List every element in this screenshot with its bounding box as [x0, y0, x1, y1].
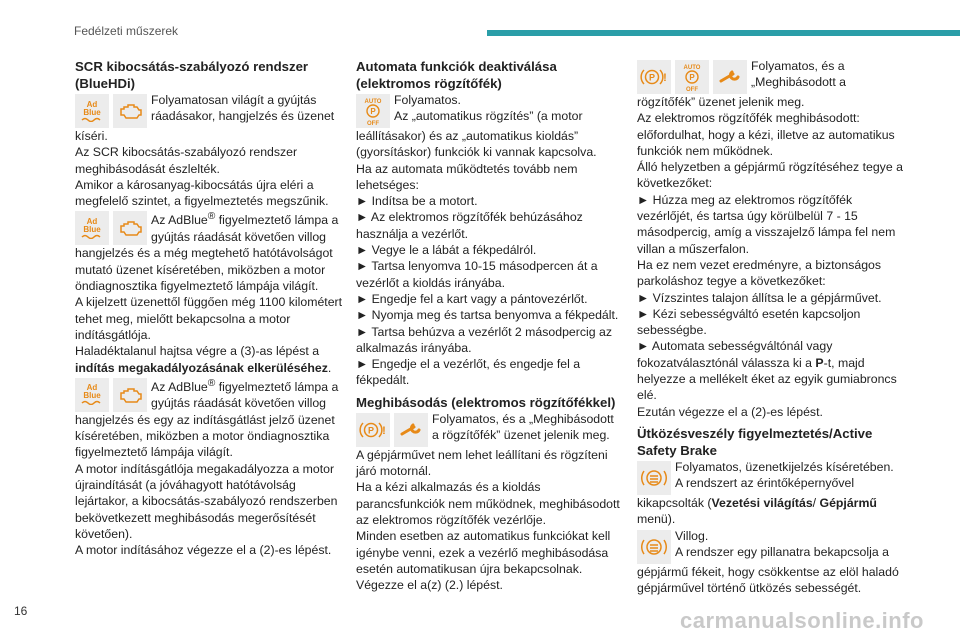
svg-text:P: P	[370, 107, 376, 116]
warning-block-asb-off: Folyamatos, üzenetkijelzés kíséretében. A rendszert az érintőképernyővel	[637, 459, 905, 495]
svg-text:P: P	[648, 72, 656, 83]
warning-block-auto-off: AUTO P OFF Folyamatos. Az „automatikus rögzítés” (a motor	[356, 92, 624, 128]
header-color-band	[487, 30, 960, 36]
watermark: carmanualsonline.info	[680, 608, 924, 633]
svg-text:AUTO: AUTO	[683, 65, 701, 71]
engine-icon	[113, 378, 147, 412]
page-header	[0, 0, 960, 40]
adblue-icon: Ad Blue	[75, 94, 109, 128]
svg-text:OFF: OFF	[367, 121, 379, 126]
svg-text:OFF: OFF	[686, 87, 698, 92]
auto-off-icon	[356, 94, 390, 128]
collision-risk-icon	[637, 530, 671, 564]
wrench-icon	[394, 413, 428, 447]
heading-auto-deactivation: Automata funkciók deaktiválása (elektromos rögzítőfék)	[356, 59, 557, 91]
collision-risk-icon	[637, 461, 671, 495]
engine-icon	[113, 211, 147, 245]
page-number: 16	[14, 604, 28, 618]
heading-malfunction: Meghibásodás (elektromos rögzítőfékkel)	[356, 394, 616, 410]
warning-block-asb-active: Villog. A rendszer egy pillanatra bekapcsolja a	[637, 528, 905, 564]
auto-off-icon	[675, 60, 709, 94]
heading-active-safety-brake: Ütközésveszély figyelmeztetés/Active Safety Brake	[637, 425, 873, 458]
parking-brake-fault-icon	[637, 60, 671, 94]
warning-block-malfunction: P ! Folyamatos, és a „Meghibásodott a rögzítőfék” üzenet jelenik meg.	[356, 411, 624, 447]
warning-block-1: Ad Blue Folyamatosan világít a gyújtás ráadásakor, hangjelzés és üzenet	[75, 92, 343, 128]
svg-text:!: !	[382, 424, 386, 437]
warning-block-brake-fault: P ! AUTO P OFF Folyamatos, és a „Meghibásodott a	[637, 58, 905, 94]
wrench-icon	[713, 60, 747, 94]
adblue-icon: Ad Blue	[75, 211, 109, 245]
warning-block-2: Ad Blue Az AdBlue® figyelmeztető lámpa a gyújtás ráadását követően villog	[75, 209, 343, 245]
column-scr: SCR kibocsátás-szabályozó rendszer (BlueHDi) Ad Blue Folyamatosan világít a gyújtás ráadásakor, hangjelzés és üzenet kíséri. Az SCR kibocsátás-szabályozó rendszer meghibásodását észlelték. Amikor a károsanyag-kibocsátás újra eléri a megfelelő szintet, a figyelmeztetés megszűnik. Ad Blue Az AdBlue® figyelmeztető lámpa a gyújtás ráadását követően villog hangjelzés és a még megtehető hatótávolságot mutató üzenet kíséretében, miközben a motor öndiagnosztika figyelmeztető lámpája világít. A kijelzett üzenettől függően még 1100 kilométert tehet meg, mielőtt bekapcsolna a motor indításgátlója. Haladéktalanul hajtsa végre a (3)-as lépést a indítás megakadályozásának elkerüléséhez. Ad Blue Az AdBlue® figyelmeztető lámpa a gyújtás ráadását követően villog hangjelzés és egy az indításgátlást jelző üzenet kíséretében, miközben a motor öndiagnosztika figyelmeztető lámpája világít. A motor indításgátlója megakadályozza a motor újraindítását (a jóváhagyott hatótávolság lejártakor, a kibocsátás-szabályozó rendszerben bekövetkezett meghibásodás megerősítését követően). A motor indításához végezze el a (2)-es lépést.	[75, 59, 343, 558]
svg-text:P: P	[689, 73, 695, 82]
heading-scr: SCR kibocsátás-szabályozó rendszer (BlueHDi)	[75, 59, 309, 91]
section-title: Fedélzeti műszerek	[74, 24, 179, 38]
warning-block-3: Ad Blue Az AdBlue® figyelmeztető lámpa a gyújtás ráadását követően villog	[75, 376, 343, 412]
parking-brake-fault-icon	[356, 413, 390, 447]
column-brake-fault-and-asb: P ! AUTO P OFF Folyamatos, és a „Meghibásodott a rögzítőfék” üzenet jelenik meg. Az elektromos rögzítőfék meghibásodott: előfordulhat, hogy a kézi, illetve az automatikus funkciók nem működnek. Álló helyzetben a gépjármű rögzítéséhez tegye a következőket: ► Húzza meg az elektromos rögzítőfék vezérlőjét, és tartsa úgy körülbelül 7 - 15 másodpercig, amíg a visszajelző lámpa fel nem villan a műszerfalon. Ha ez nem vezet eredményre, a biztonságos parkoláshoz tegye a következőket: ► Vízszintes talajon állítsa le a gépjárművet. ► Kézi sebességváltó esetén kapcsoljon sebességbe. ► Automata sebességváltónál vagy fokozatválasztónál válassza ki a P-t, majd helyezze a mellékelt éket az egyik gumiabroncs elé. Ezután végezze el a (2)-es lépést. Ütközésveszély figyelmeztetés/Active Safety Brake Folyamatos, üzenetkijelzés kíséretében. A rendszert az érintőképernyővel kikapcsolták (Vezetési világítás/ Gépjármű menü). Villog. A rendszer egy pillanatra bekapcsolja a gépjármű fékeit, hogy csökkentse az elöl haladó gépjárművel történő ütközés sebességét.	[637, 58, 905, 596]
svg-text:P: P	[367, 425, 375, 436]
svg-text:!: !	[663, 72, 667, 84]
svg-text:AUTO: AUTO	[364, 99, 382, 105]
adblue-icon: Ad Blue	[75, 378, 109, 412]
engine-icon	[113, 94, 147, 128]
column-parking-brake: Automata funkciók deaktiválása (elektromos rögzítőfék) AUTO P OFF Folyamatos. Az „automatikus rögzítés” (a motor leállításakor) és az „automatikus kioldás” (gyorsításkor) funkciók ki vannak kapcsolva. Ha az automata működtetés tovább nem lehetséges: ► Indítsa be a motort. ► Az elektromos rögzítőfék behúzásához használja a vezérlőt. ► Vegye le a lábát a fékpedálról. ► Tartsa lenyomva 10-15 másodpercen át a vezérlőt a kioldás irányába. ► Engedje fel a kart vagy a pántovezérlőt. ► Nyomja meg és tartsa benyomva a fékpedált. ► Tartsa behúzva a vezérlőt 2 másodpercig az alkalmazás irányába. ► Engedje el a vezérlőt, és engedje fel a fékpedált. Meghibásodás (elektromos rögzítőfékkel) P ! Folyamatos, és a „Meghibásodott a rögzítőfék” üzenet jelenik meg. A gépjárművet nem lehet leállítani és rögzíteni járó motornál. Ha a kézi alkalmazás és a kioldás parancsfunkciók nem működnek, meghibásodott az elektromos rögzítőfék vezérlője. Minden esetben az automatikus funkciókat kell igénybe venni, ezek a vezérlő meghibásodása esetén automatikusan újra bekapcsolnak. Végezze el a(z) (2.) lépést.	[356, 58, 624, 593]
